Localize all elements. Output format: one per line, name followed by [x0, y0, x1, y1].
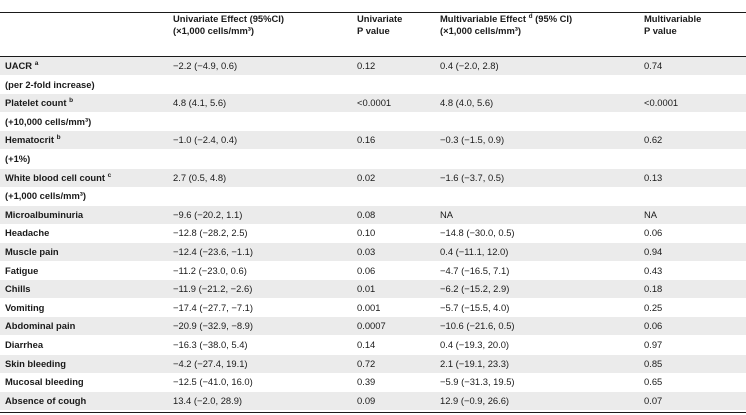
univariate-p-cell: 0.001 — [357, 301, 381, 313]
table-row — [0, 187, 746, 205]
univariate-effect-cell: 2.7 (0.5, 4.8) — [173, 171, 227, 183]
multivariable-effect-cell: −5.9 (−31.3, 19.5) — [440, 376, 515, 388]
univariate-p-cell: 0.06 — [357, 264, 376, 276]
multivariable-effect-cell: 0.4 (−2.0, 2.8) — [440, 60, 499, 71]
univariate-effect-cell: −2.2 (−4.9, 0.6) — [173, 60, 238, 71]
table-row — [0, 150, 746, 168]
multivariable-p-cell: 0.06 — [644, 227, 663, 239]
multivariable-p-cell: <0.0001 — [644, 97, 679, 109]
row-label-text: (+10,000 cells/mm³) — [5, 115, 92, 127]
univariate-p-cell: 0.09 — [357, 394, 376, 406]
univariate-p-cell: <0.0001 — [357, 97, 392, 109]
univariate-p-cell: 0.16 — [357, 134, 376, 146]
multivariable-effect-cell: −1.6 (−3.7, 0.5) — [440, 171, 505, 183]
multivariable-effect-cell: 4.8 (4.0, 5.6) — [440, 97, 494, 109]
multivariable-p-cell: 0.97 — [644, 339, 663, 350]
row-label — [5, 243, 59, 261]
univariate-effect-cell: −12.4 (−23.6, −1.1) — [173, 246, 254, 257]
multivariable-p-cell: 0.62 — [644, 134, 663, 146]
univariate-p-cell: 0.02 — [357, 171, 376, 183]
row-label-text: (+1%) — [5, 153, 31, 164]
table-row — [0, 262, 746, 280]
univariate-effect-cell: −12.5 (−41.0, 16.0) — [173, 376, 253, 388]
row-label-text: Fatigue — [5, 264, 39, 276]
footnote-mark: c — [107, 171, 112, 179]
univariate-effect-cell: 13.4 (−2.0, 28.9) — [173, 394, 243, 406]
multivariable-p-cell: 0.13 — [644, 171, 663, 183]
multivariable-effect-cell: 12.9 (−0.9, 26.6) — [440, 394, 510, 406]
table-row — [0, 131, 746, 149]
row-label — [5, 392, 86, 410]
header-multivariable-effect — [440, 13, 572, 37]
table-row — [0, 355, 746, 373]
row-label — [5, 150, 30, 168]
multivariable-effect-cell: −6.2 (−15.2, 2.9) — [440, 283, 510, 295]
footnote-mark: a — [34, 60, 39, 67]
univariate-p-cell: 0.03 — [357, 246, 376, 257]
multivariable-effect-cell: 0.4 (−19.3, 20.0) — [440, 339, 510, 350]
univariate-p-cell: 0.08 — [357, 208, 376, 220]
multivariable-effect-cell: 0.4 (−11.1, 12.0) — [440, 246, 509, 257]
row-label-text: UACR — [5, 60, 33, 71]
header-univariate-p — [357, 13, 402, 37]
multivariable-p-cell: 0.43 — [644, 264, 663, 276]
multivariable-p-cell: 0.18 — [644, 283, 663, 295]
row-label-text: Hematocrit — [5, 134, 54, 146]
footnote-mark: b — [69, 97, 74, 105]
row-label — [5, 280, 31, 298]
multivariable-p-cell: 0.25 — [644, 301, 663, 313]
table-row — [0, 57, 746, 75]
row-label-text: Absence of cough — [5, 394, 87, 406]
univariate-p-cell: 0.0007 — [357, 320, 386, 332]
row-label-text: Microalbuminuria — [5, 208, 84, 220]
row-label — [5, 187, 86, 205]
univariate-p-cell: 0.14 — [357, 339, 376, 350]
table-row — [0, 94, 746, 112]
header-multivariable-effect-text-b: (95% CI) — [532, 13, 573, 24]
footnote-mark: b — [56, 134, 61, 142]
multivariable-effect-cell: −4.7 (−16.5, 7.1) — [440, 264, 510, 276]
row-label — [5, 131, 61, 149]
header-multivariable-footnote-mark: d — [528, 13, 533, 20]
row-label — [5, 224, 49, 242]
multivariable-p-cell: 0.06 — [644, 320, 663, 332]
row-label — [5, 355, 66, 373]
row-label-text: (per 2-fold increase) — [5, 78, 95, 90]
row-label-text: Abdominal pain — [5, 320, 76, 332]
univariate-effect-cell: −4.2 (−27.4, 19.1) — [173, 357, 248, 369]
header-univariate-effect — [173, 13, 284, 37]
table-row — [0, 76, 746, 94]
header-multivariable-effect-text-a: Multivariable Effect — [440, 13, 529, 24]
row-label-text: Headache — [5, 227, 50, 239]
univariate-effect-cell: −17.4 (−27.7, −7.1) — [173, 301, 254, 313]
header-multivariable-effect-line2: (×1,000 cells/mm³) — [440, 25, 522, 36]
univariate-effect-cell: −1.0 (−2.4, 0.4) — [173, 134, 238, 146]
multivariable-effect-cell: −0.3 (−1.5, 0.9) — [440, 134, 505, 146]
multivariable-p-cell: NA — [644, 208, 658, 220]
table-row — [0, 336, 746, 354]
univariate-effect-cell: −12.8 (−28.2, 2.5) — [173, 227, 248, 239]
table-row — [0, 299, 746, 317]
row-label — [5, 336, 43, 354]
multivariable-p-cell: 0.85 — [644, 357, 663, 369]
header-univariate-p-line1: Univariate — [357, 13, 403, 24]
table-row — [0, 317, 746, 335]
header-multivariable-p-line2: P value — [644, 25, 677, 36]
univariate-effect-cell: −20.9 (−32.9, −8.9) — [173, 320, 254, 332]
table-row — [0, 392, 746, 410]
univariate-p-cell: 0.72 — [357, 357, 376, 369]
row-label — [5, 299, 44, 317]
multivariable-effect-cell: 2.1 (−19.1, 23.3) — [440, 357, 510, 369]
univariate-effect-cell: 4.8 (4.1, 5.6) — [173, 97, 227, 109]
univariate-p-cell: 0.10 — [357, 227, 376, 239]
univariate-effect-cell: −9.6 (−20.2, 1.1) — [173, 208, 243, 220]
row-label — [5, 94, 73, 112]
multivariable-p-cell: 0.65 — [644, 376, 663, 388]
table-row — [0, 373, 746, 391]
multivariable-p-cell: 0.07 — [644, 394, 663, 406]
table-row — [0, 280, 746, 298]
row-label-text: White blood cell count — [5, 171, 105, 183]
row-label-text: Mucosal bleeding — [5, 376, 84, 388]
row-label — [5, 57, 38, 75]
multivariable-effect-cell: −10.6 (−21.6, 0.5) — [440, 320, 515, 332]
multivariable-effect-cell: −14.8 (−30.0, 0.5) — [440, 227, 515, 239]
row-label — [5, 262, 38, 280]
univariate-effect-cell: −11.9 (−21.2, −2.6) — [173, 283, 253, 295]
table-row — [0, 224, 746, 242]
univariate-p-cell: 0.01 — [357, 283, 376, 295]
row-label — [5, 169, 111, 187]
row-label — [5, 113, 91, 131]
univariate-effect-cell: −16.3 (−38.0, 5.4) — [173, 339, 248, 350]
row-label-text: (+1,000 cells/mm³) — [5, 190, 87, 202]
row-label-text: Muscle pain — [5, 246, 59, 257]
header-multivariable-p-line1: Multivariable — [644, 13, 702, 24]
header-univariate-p-line2: P value — [357, 25, 390, 36]
row-label-text: Platelet count — [5, 97, 67, 109]
table-row — [0, 243, 746, 261]
row-label — [5, 317, 75, 335]
row-label — [5, 206, 83, 224]
univariate-effect-cell: −11.2 (−23.0, 0.6) — [173, 264, 247, 276]
multivariable-effect-cell: −5.7 (−15.5, 4.0) — [440, 301, 510, 313]
table-row — [0, 113, 746, 131]
multivariable-p-cell: 0.94 — [644, 246, 663, 257]
univariate-p-cell: 0.12 — [357, 60, 376, 71]
row-label — [5, 76, 95, 94]
table-row — [0, 169, 746, 187]
multivariable-effect-cell: NA — [440, 208, 454, 220]
row-label-text: Diarrhea — [5, 339, 44, 350]
row-label-text: Chills — [5, 283, 31, 295]
header-univariate-effect-line1: Univariate Effect (95%CI) — [173, 13, 284, 24]
header-multivariable-effect-line1 — [440, 13, 572, 25]
univariate-p-cell: 0.39 — [357, 376, 376, 388]
row-label-text: Vomiting — [5, 301, 45, 313]
row-label-text: Skin bleeding — [5, 357, 66, 369]
multivariable-p-cell: 0.74 — [644, 60, 663, 71]
header-univariate-effect-line2: (×1,000 cells/mm³) — [173, 25, 255, 36]
rule-bottom — [0, 412, 746, 413]
table-row — [0, 206, 746, 224]
header-multivariable-p — [644, 13, 701, 37]
row-label — [5, 373, 84, 391]
